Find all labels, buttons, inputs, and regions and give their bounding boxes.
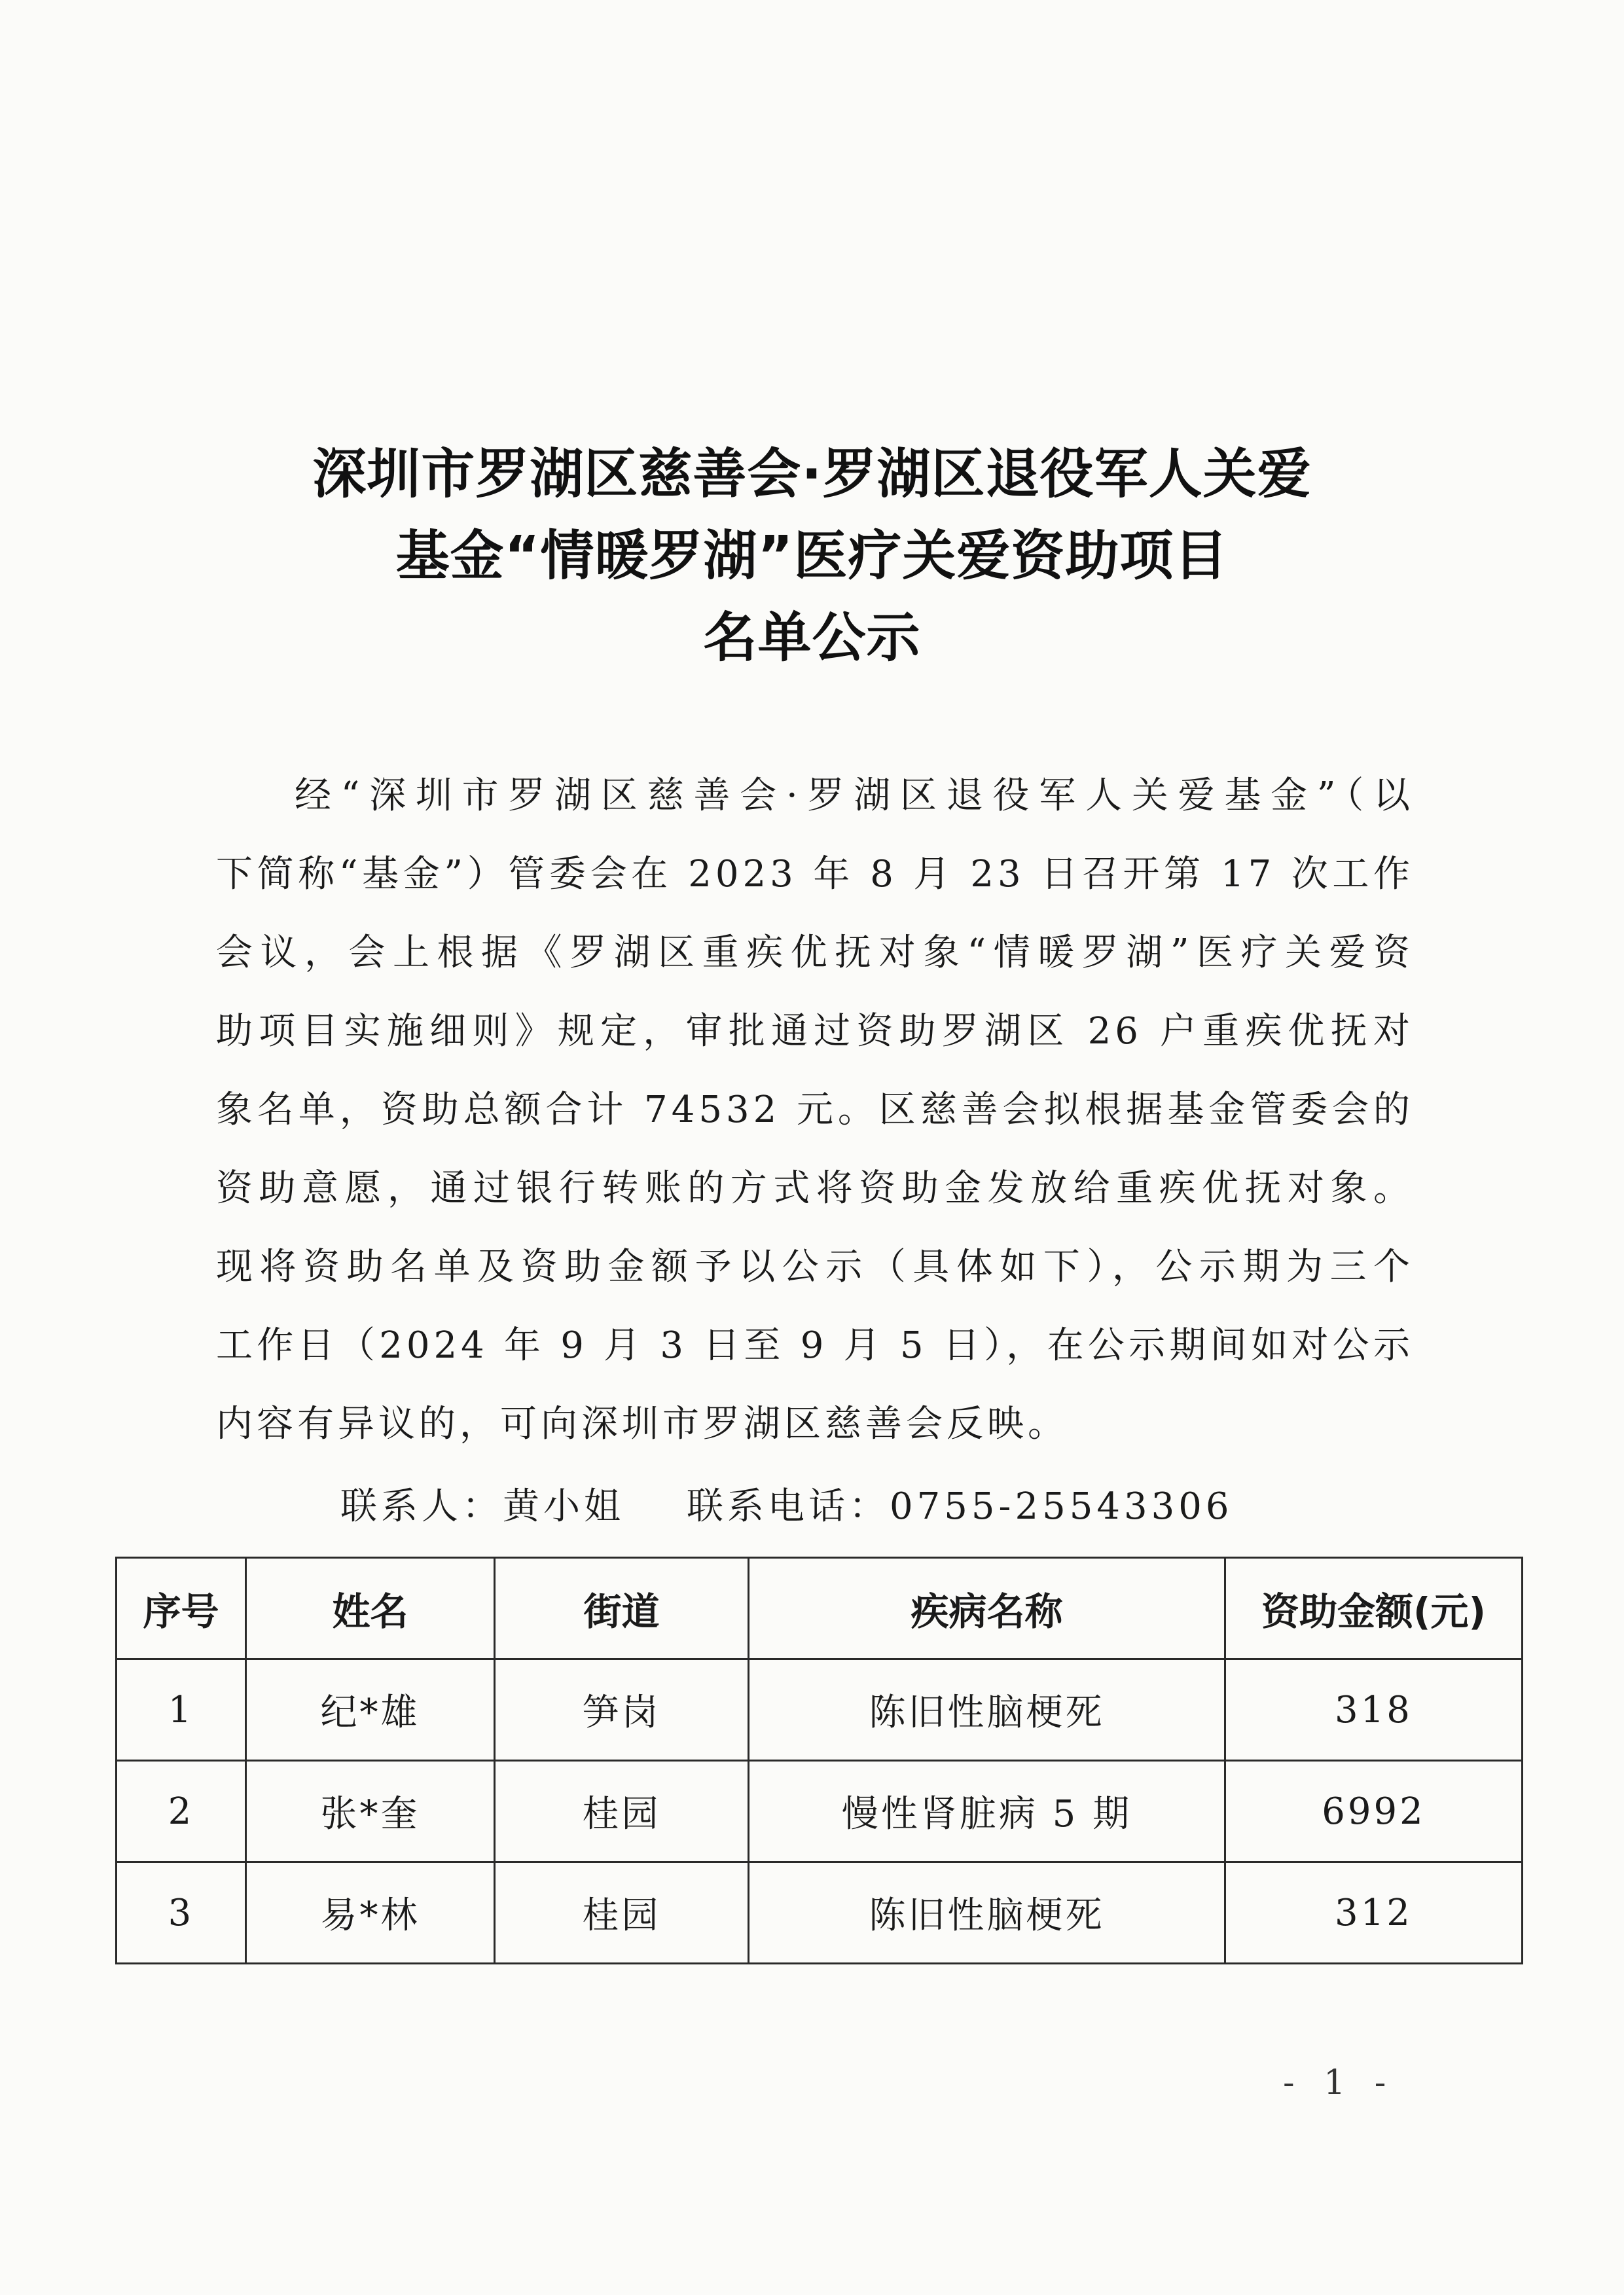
cell-index: 3: [117, 1862, 246, 1964]
document-title-line-3: 名单公示: [703, 607, 921, 669]
table-row: [117, 1761, 1523, 1862]
body-line-6: 资助意愿，通过银行转账的方式将资助金发放给重疾优抚对象。: [216, 1167, 1414, 1210]
cell-disease: 陈旧性脑梗死: [749, 1659, 1225, 1761]
header-name: 姓名: [246, 1558, 495, 1659]
contact-info: [340, 1474, 1233, 1540]
body-line-1: 经“深圳市罗湖区慈善会·罗湖区退役军人关爱基金”（以: [295, 774, 1414, 817]
header-street: 街道: [495, 1558, 749, 1659]
cell-name: 易*林: [246, 1862, 495, 1964]
body-line-5: 象名单，资助总额合计 74532 元。区慈善会拟根据基金管委会的: [216, 1089, 1414, 1131]
cell-street: 桂园: [495, 1761, 749, 1862]
cell-street: 桂园: [495, 1862, 749, 1964]
body-line-7: 现将资助名单及资助金额予以公示（具体如下），公示期为三个: [216, 1246, 1414, 1288]
cell-amount: 312: [1225, 1862, 1523, 1964]
cell-disease: 慢性肾脏病 5 期: [749, 1761, 1225, 1862]
cell-index: 2: [117, 1761, 246, 1862]
header-index: 序号: [117, 1558, 246, 1659]
body-line-3: 会议，会上根据《罗湖区重疾优抚对象“情暖罗湖”医疗关爱资: [216, 931, 1414, 974]
table-header-row: [117, 1558, 1523, 1659]
contact-phone: 联系电话：0755-25543306: [687, 1485, 1233, 1528]
header-disease: 疾病名称: [749, 1558, 1225, 1659]
cell-street: 笋岗: [495, 1659, 749, 1761]
body-line-2: 下简称“基金”）管委会在 2023 年 8 月 23 日召开第 17 次工作: [216, 853, 1414, 895]
body-line-9: 内容有异议的，可向深圳市罗湖区慈善会反映。: [216, 1403, 1068, 1445]
document-title-line-1: 深圳市罗湖区慈善会·罗湖区退役军人关爱: [312, 443, 1312, 505]
body-line-8: 工作日（2024 年 9 月 3 日至 9 月 5 日），在公示期间如对公示: [216, 1324, 1414, 1367]
cell-name: 张*奎: [246, 1761, 495, 1862]
cell-name: 纪*雄: [246, 1659, 495, 1761]
recipient-table: [115, 1557, 1523, 1964]
contact-person: 联系人：黄小姐: [340, 1485, 624, 1528]
document-title-line-2: 基金“情暖罗湖”医疗关爱资助项目: [395, 525, 1229, 587]
cell-disease: 陈旧性脑梗死: [749, 1862, 1225, 1964]
body-line-4: 助项目实施细则》规定，审批通过资助罗湖区 26 户重疾优抚对: [216, 1010, 1414, 1053]
cell-index: 1: [117, 1659, 246, 1761]
cell-amount: 6992: [1225, 1761, 1523, 1862]
table-row: [117, 1862, 1523, 1964]
header-amount: 资助金额(元): [1225, 1558, 1523, 1659]
table-row: [117, 1659, 1523, 1761]
cell-amount: 318: [1225, 1659, 1523, 1761]
page-number: - 1 -: [1283, 2063, 1396, 2103]
